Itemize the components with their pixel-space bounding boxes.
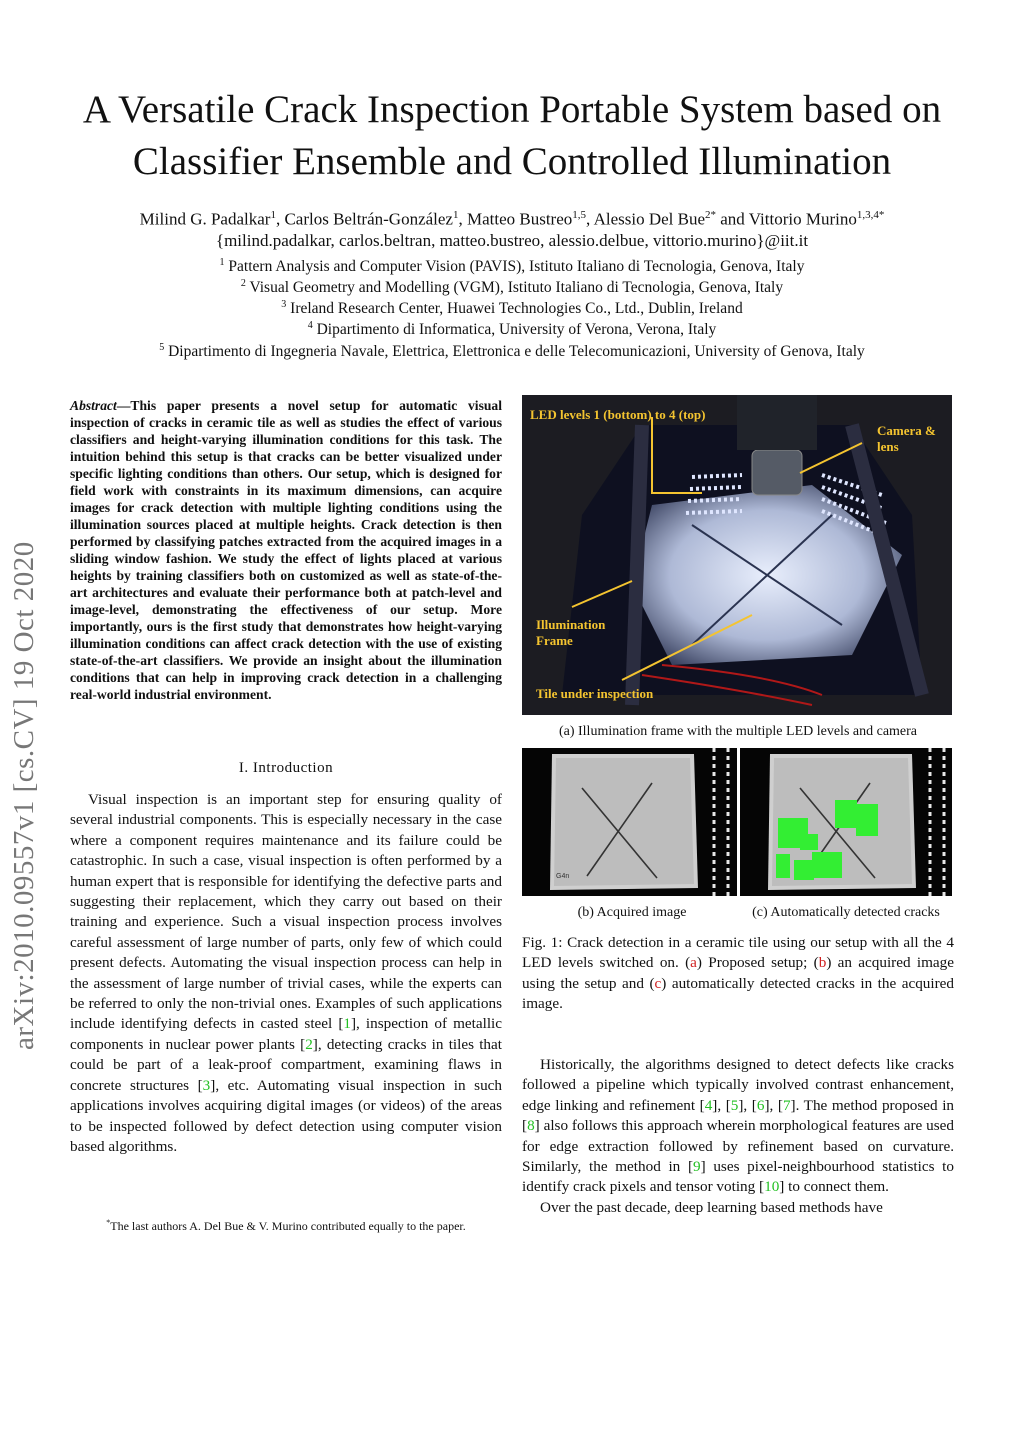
figure-ref-link[interactable]: a — [690, 954, 697, 972]
figure-label: Camera & lens — [877, 423, 936, 454]
section-heading-introduction: I. Introduction — [238, 760, 334, 776]
author: Alessio Del Bue — [593, 209, 706, 229]
figure-label: Tile under inspection — [536, 686, 654, 701]
citation-link[interactable]: 6 — [756, 1096, 765, 1114]
figure-detected-cracks — [740, 748, 952, 896]
figure-caption: Fig. 1: Crack detection in a ceramic tile using our setup with all the 4 LED levels switched on. (a) Proposed setup; (b) an acquired image using the setup and (c) automatically detected cracks in the acquired image. — [522, 934, 954, 1013]
intro-paragraph: Visual inspection is an important step for ensuring quality of several industrial components. This is especially necessary in the case where a component requires maintenance and its failure could be catastrophic. In such a case, visual inspection is often performed by a human expert that is responsible for identifying the defective parts and suggesting their replacement, which they carry out based on their training and experience. Such a visual inspection process involves careful assessment of large number of parts, only few of which could present defects. Automating the visual inspection process can help in the assessment of large number of trivial cases, while the experts can be referred to only the non-trivial ones. Examples of such applications include identifying defects in casted steel [1], inspection of metallic components in nuclear power plants [2], detecting cracks in tiles that could be part of a leak-proof compartment, examining flaws in concrete structures [3], etc. Automating visual inspection in such applications involves acquiring digital images (or videos) of the areas to be inspected followed by defect detection using computer vision based algorithms. — [70, 791, 502, 1155]
citation-link[interactable]: 5 — [730, 1096, 739, 1114]
figure-acquired-image — [522, 748, 737, 896]
paragraph: Over the past decade, deep learning based methods have — [540, 1198, 883, 1216]
abstract-text: —This paper presents a novel setup for automatic visual inspection of cracks in ceramic tile as well as studies the effect of various classifiers and height-varying illumination conditions for this task. The intuition behind this setup is that cracks can be better visualized under specific lighting conditions than others. Our setup, which is designed for field work with constraints in its maximum dimensions, can acquire images for crack detection with multiple lighting conditions using the illumination sources placed at multiple heights. Crack detection is then performed by classifying patches extracted from the acquired images in a sliding window fashion. We study the effect of lights placed at various heights by training classifiers both on customized as well as state-of-the-art architectures and evaluate their performance both at patch-level and image-level, demonstrating the effectiveness of our setup. More importantly, ours is the first study that demonstrates how height-varying illumination conditions can affect crack detection with the use of existing state-of-the-art classifiers. We provide an insight about the illumination conditions that can help in improving crack detection in a challenging real-world industrial environment. — [70, 398, 502, 702]
arxiv-identifier: arXiv:2010.09557v1 [cs.CV] 19 Oct 2020 — [8, 541, 40, 1050]
affiliation: $^2$ Visual Geometry and Modelling (VGM), Istituto Italiano di Tecnologia, Genova, Italy — [240, 278, 784, 297]
paper-title: A Versatile Crack Inspection Portable System based on Classifier Ensemble and Controlled Illumination — [82, 88, 942, 183]
affiliation: $^1$ Pattern Analysis and Computer Vision (PAVIS), Istituto Italiano di Tecnologia, Genova, Italy — [219, 257, 805, 276]
citation-link[interactable]: 2 — [305, 1035, 313, 1053]
citation-link[interactable]: 7 — [782, 1096, 791, 1114]
body-text-col2: Historically, the algorithms designed to detect defects like cracks followed a pipeline which typically involved contrast enhancement, edge linking and refinement [4], [5], [6], [7]. The method proposed in [8] also follows this approach wherein morphological features are used for edge extraction followed by refinement based on curvature. Similarly, the method in [9] uses pixel-neighbourhood statistics to identify crack pixels and tensor voting [10] to connect them. Over the past decade, deep learning based methods have — [522, 1055, 954, 1218]
tile-mark: G4n — [556, 873, 570, 880]
author: Matteo Bustreo — [466, 209, 573, 229]
citation-link[interactable]: 3 — [202, 1076, 211, 1094]
citation-link[interactable]: 8 — [527, 1117, 535, 1135]
subfigure-caption: (b) Acquired image — [577, 905, 687, 920]
subfigure-caption: (c) Automatically detected cracks — [752, 905, 940, 920]
citation-link[interactable]: 10 — [764, 1178, 780, 1196]
affiliation: $^3$ Ireland Research Center, Huawei Technologies Co., Ltd., Dublin, Ireland — [281, 299, 743, 318]
abstract — [70, 397, 502, 703]
detected-cracks-illustration — [740, 748, 952, 896]
citation-link[interactable]: 4 — [704, 1096, 713, 1114]
citation-link[interactable]: 9 — [693, 1158, 701, 1176]
figure-ref-link[interactable]: b — [818, 954, 827, 972]
figure-setup-photo — [522, 395, 952, 715]
affiliation: $^4$ Dipartimento di Informatica, University of Verona, Verona, Italy — [307, 320, 717, 339]
figure-label: Illumination Frame — [536, 617, 606, 648]
author: Carlos Beltrán-González — [284, 209, 453, 229]
figure-label: LED levels 1 (bottom) to 4 (top) — [530, 407, 706, 422]
author-names: Milind G. Padalkar$^1$, Carlos Beltrán-González$^1$, Matteo Bustreo$^{1,5}$, Alessio Del Bue$^{2*}$ and Vittorio Murino$^{1,3,4*}$ — [139, 209, 885, 229]
footnote: *The last authors A. Del Bue & V. Murino contributed equally to the paper. — [106, 1218, 466, 1233]
subfigure-caption: (a) Illumination frame with the multiple LED levels and camera — [558, 724, 918, 739]
author-emails: {milind.padalkar, carlos.beltran, matteo.bustreo, alessio.delbue, vittorio.murino}@iit.it — [215, 230, 809, 250]
author: Vittorio Murino — [748, 209, 857, 229]
figure-ref-link[interactable]: c — [654, 974, 662, 992]
author: Milind G. Padalkar — [139, 209, 271, 229]
author-list — [40, 205, 984, 251]
abstract-label: Abstract — [70, 398, 117, 413]
acquired-tile-illustration — [522, 748, 737, 896]
citation-link[interactable]: 1 — [343, 1015, 351, 1033]
affiliation: $^5$ Dipartimento di Ingegneria Navale, Elettrica, Elettronica e delle Telecomunicazioni, University of Genova, Italy — [159, 342, 865, 361]
